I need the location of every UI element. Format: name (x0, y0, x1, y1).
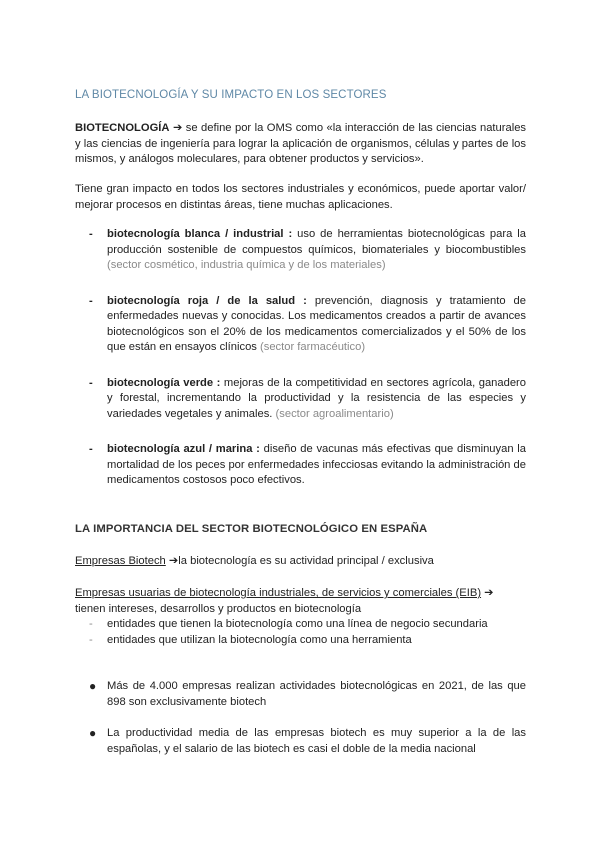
type-desc: prevención, diagnosis y tratamiento de enfermedades nuevas y conocidas. Los medicamentos creados a partir de avances biotecnológicos son el 20% de los medicamentos comercializados y el 50% de los que están en ensayos clínicos (107, 294, 526, 353)
biotech-types-list (75, 227, 526, 505)
section-title-biotecnologia: LA BIOTECNOLOGÍA Y SU IMPACTO EN LOS SECTORES (75, 89, 387, 101)
eib-definition (75, 586, 526, 648)
biotech-definition (75, 554, 526, 570)
type-desc: diseño de vacunas más efectivas que disminuyan la mortalidad de los peces por enfermedades infecciosas evitando la administración de medicamentos costosos poco efectivos. (107, 443, 526, 486)
sub-item-text: entidades que tienen la biotecnología como una línea de negocio secundaria (107, 618, 488, 630)
fact-item (75, 679, 526, 710)
eib-heading (75, 586, 526, 602)
fact-text: Más de 4.000 empresas realizan actividades biotecnológicas en 2021, de las que 898 son exclusivamente biotech (107, 680, 526, 708)
intro-term: BIOTECNOLOGÍA (75, 122, 170, 134)
fact-item (75, 726, 526, 757)
eib-label: Empresas usuarias de biotecnología industriales, de servicios y comerciales (EIB) (75, 587, 482, 599)
dash-bullet: - (89, 618, 93, 630)
list-item (75, 633, 526, 649)
impact-paragraph: Tiene gran impacto en todos los sectores industriales y económicos, puede aportar valor/ mejorar procesos en distintas áreas, tiene muchas aplicaciones. (75, 183, 526, 211)
dash-bullet: - (89, 228, 93, 240)
dash-bullet: - (89, 294, 93, 307)
type-desc: uso de herramientas biotecnológicas para la producción sostenible de compuestos químicos, biomateriales y biocombustibles (107, 228, 526, 256)
arrow-icon: ➔ (481, 587, 494, 599)
biotech-label: Empresas Biotech (75, 555, 166, 567)
section-title-espana: LA IMPORTANCIA DEL SECTOR BIOTECNOLÓGICO EN ESPAÑA (75, 523, 428, 535)
list-item (75, 294, 526, 356)
list-item (75, 227, 526, 274)
type-sector: (sector cosmético, industria química y de los materiales) (107, 259, 386, 271)
type-name: biotecnología roja / de la salud : (107, 294, 307, 307)
list-item (75, 376, 526, 423)
list-item (75, 442, 526, 489)
intro-paragraph (75, 121, 526, 168)
arrow-icon: ➔ (172, 122, 183, 134)
dash-bullet: - (89, 633, 93, 646)
type-sector: (sector farmacéutico) (260, 341, 366, 353)
list-item (75, 679, 526, 710)
type-sector: (sector agroalimentario) (275, 407, 394, 420)
biotech-text: ➔la biotecnología es su actividad principal / exclusiva (165, 555, 434, 567)
intro-definition: se define por la OMS como «la interacción de las ciencias naturales y las ciencias de ingeniería para lograr la aplicación de organismos, células y partes de los mismos, y análogos moleculares, para obtener productos y servicios». (75, 122, 527, 165)
type-name: biotecnología azul / marina : (107, 443, 260, 455)
fact-text: La productividad media de las empresas biotech es muy superior a la de las españolas, y el salario de las biotech es casi el doble de la media nacional (107, 727, 526, 755)
eib-text: tienen intereses, desarrollos y productos en biotecnología (75, 602, 362, 615)
list-item (75, 617, 526, 633)
bullet-icon: ● (89, 679, 97, 693)
sub-item-text: entidades que utilizan la biotecnología como una herramienta (107, 633, 412, 646)
type-desc: mejoras de la competitividad en sectores agrícola, ganadero y forestal, incrementando la productividad y la resistencia de las especies y variedades vegetales y animales. (107, 376, 527, 420)
list-item (75, 726, 526, 757)
dash-bullet: - (89, 376, 93, 389)
dash-bullet: - (89, 443, 93, 455)
type-name: biotecnología blanca / industrial : (107, 228, 293, 240)
type-name: biotecnología verde : (107, 376, 221, 389)
bullet-icon: ● (89, 726, 97, 740)
